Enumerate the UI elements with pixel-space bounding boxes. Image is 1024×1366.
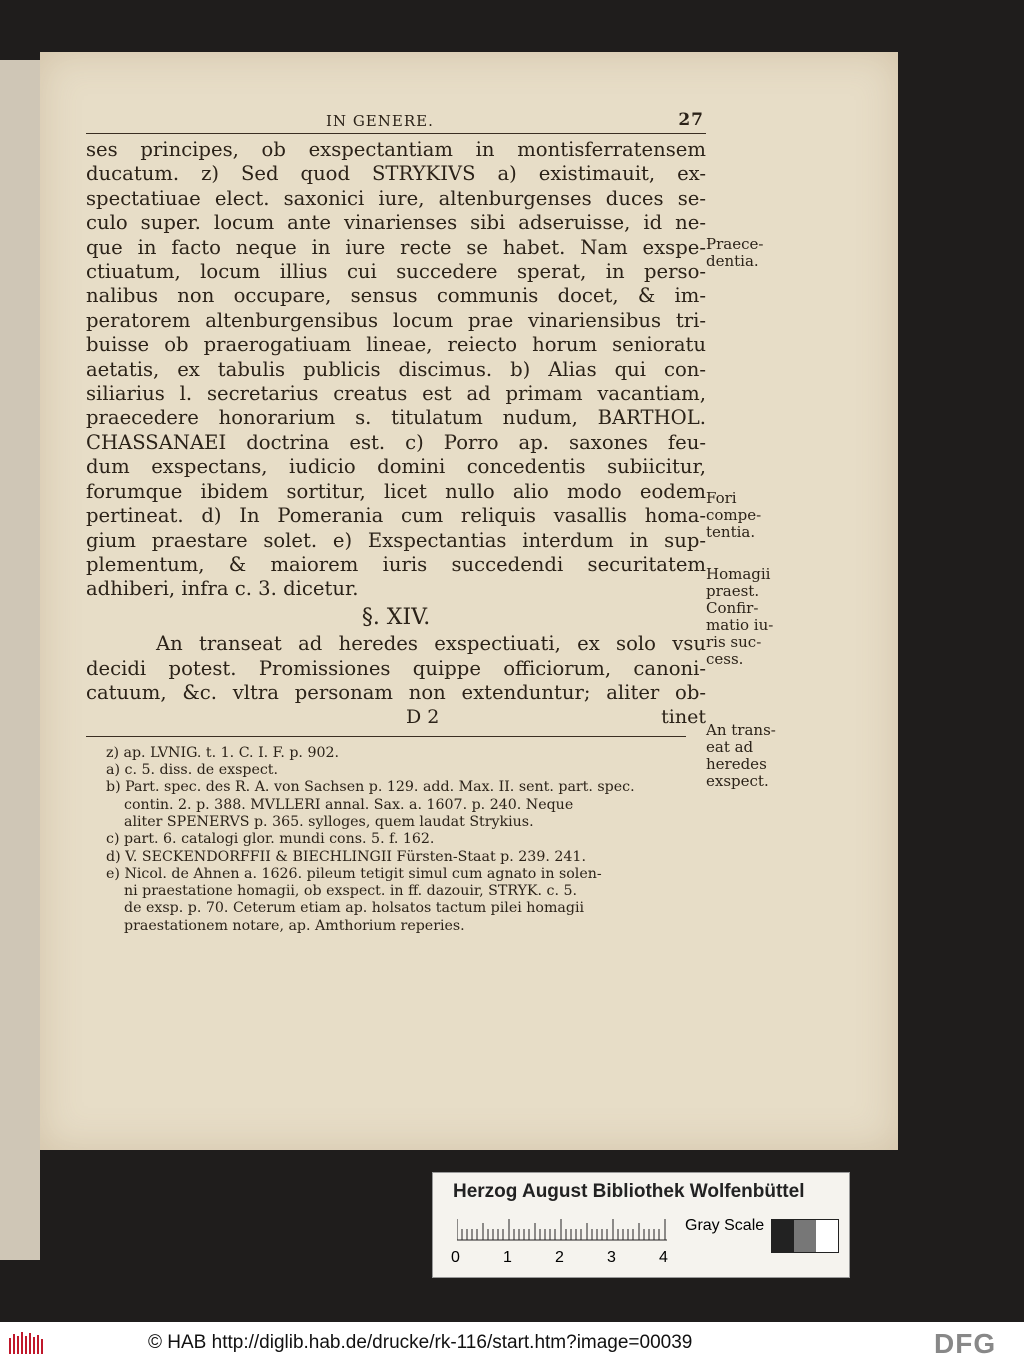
footnotes: [86, 745, 666, 935]
body-line: nalibus non occupare, sensus communis docet, & im-: [86, 284, 706, 308]
library-label: [432, 1172, 850, 1278]
body-line: CHASSANAEI doctrina est. c) Porro ap. saxones feu-: [86, 430, 706, 454]
ruler-icon: [457, 1219, 677, 1241]
footnote-line: de exsp. p. 70. Ceterum etiam ap. holsatos tactum pilei homagii: [124, 900, 585, 917]
body-line: spectatiuae elect. saxonici iure, altenburgenses duces se-: [86, 186, 706, 210]
section-line: An transeat ad heredes exspectiuati, ex solo vsu: [156, 632, 706, 656]
ruler-number: 3: [607, 1249, 616, 1266]
page-content: [86, 108, 706, 935]
footnote-line: aliter SPENERVS p. 365. sylloges, quem laudat Strykius.: [124, 813, 534, 830]
footnote-line: contin. 2. p. 388. MVLLERI annal. Sax. a. 1607. p. 240. Neque: [124, 796, 574, 813]
running-head-title: IN GENERE.: [326, 112, 434, 130]
gray-swatch-black: [772, 1220, 794, 1252]
footnote-line: d) V. SECKENDORFFII & BIECHLINGII Fürsten-Staat p. 239. 241.: [106, 848, 586, 865]
footnote-rule: [86, 736, 686, 737]
margin-note-transeat: An trans- eat ad heredes exspect.: [706, 721, 776, 790]
ruler-number: 0: [451, 1249, 460, 1266]
copyright-link[interactable]: © HAB http://diglib.hab.de/drucke/rk-116/start.htm?image=00039: [148, 1332, 693, 1353]
signature-line: [86, 705, 706, 729]
body-line: forumque ibidem sortitur, licet nullo alio modo eodem: [86, 479, 706, 503]
margin-note-fori: Fori compe- tentia.: [706, 489, 762, 541]
hab-logo-icon: [8, 1330, 44, 1358]
body-line: pertineat. d) In Pomerania cum reliquis vasallis homa-: [86, 504, 706, 528]
gray-swatch-mid: [794, 1220, 816, 1252]
body-line: que in facto neque in iure recte se habet. Nam exspe-: [86, 235, 706, 259]
body-line: adhiberi, infra c. 3. dicetur.: [86, 577, 359, 601]
body-line: culo super. locum ante vinarienses sibi adseruisse, id ne-: [86, 211, 706, 235]
gray-scale-swatch: [771, 1219, 839, 1253]
body-line: ctiuatum, locum illius cui succedere sperat, in perso-: [86, 260, 706, 284]
ruler-number: 4: [659, 1249, 668, 1266]
catchword: tinet: [661, 706, 706, 729]
body-line: dum exspectans, iudicio domini concedentis subiicitur,: [86, 455, 706, 479]
body-line: peratorem altenburgensibus locum prae vinariensibus tri-: [86, 308, 706, 332]
footnote-line: b) Part. spec. des R. A. von Sachsen p. 129. add. Max. II. sent. part. spec.: [106, 779, 635, 796]
body-line: plementum, & maiorem iuris succedendi securitatem: [86, 552, 706, 576]
footer-bar: [0, 1322, 1024, 1366]
ruler-number: 2: [555, 1249, 564, 1266]
gray-scale-label: Gray Scale: [685, 1217, 765, 1234]
footnote-line: praestationem notare, ap. Amthorium reperies.: [124, 917, 465, 934]
body-line: gium praestare solet. e) Exspectantias interdum in sup-: [86, 528, 706, 552]
margin-note-homagii: Homagii praest. Confir- matio iu- ris suc- cess.: [706, 565, 774, 668]
gray-swatch-white: [816, 1220, 838, 1252]
footnote-line: a) c. 5. diss. de exspect.: [106, 762, 279, 779]
section-title: §. XIV.: [361, 604, 431, 630]
section-line: decidi potest. Promissiones quippe officiorum, canoni-: [86, 656, 706, 680]
body-line: siliarius l. secretarius creatus est ad primam vacantiam,: [86, 382, 706, 406]
body-line: aetatis, ex tabulis publicis discimus. b) Alias qui con-: [86, 357, 706, 381]
dfg-logo: DFG: [934, 1328, 997, 1359]
body-line: ses principes, ob exspectantiam in montisferratensem: [86, 138, 706, 161]
margin-note-praecedentia: Praece- dentia.: [706, 235, 764, 270]
section-line: catuum, &c. vltra personam non extenduntur; aliter ob-: [86, 680, 706, 704]
page-number: 27: [678, 110, 704, 130]
footnote-line: c) part. 6. catalogi glor. mundi cons. 5. f. 162.: [106, 831, 435, 848]
running-head: [86, 108, 706, 134]
previous-page-edge: [0, 60, 40, 1260]
footnote-line: ni praestatione homagii, ob exspect. in ff. dazouir, STRYK. c. 5.: [124, 883, 578, 900]
body-line: ducatum. z) Sed quod STRYKIVS a) existimauit, ex-: [86, 162, 706, 186]
footnote-line: z) ap. LVNIG. t. 1. C. I. F. p. 902.: [106, 744, 340, 761]
ruler-number: 1: [503, 1249, 512, 1266]
footnote-line: e) Nicol. de Ahnen a. 1626. pileum tetigit simul cum agnato in solen-: [106, 865, 602, 882]
body-text: [86, 138, 706, 730]
signature-mark: D 2: [406, 706, 440, 729]
library-name: Herzog August Bibliothek Wolfenbüttel: [453, 1181, 805, 1202]
body-line: buisse ob praerogatiuam lineae, reiecto horum senioratu: [86, 333, 706, 357]
body-line: praecedere honorarium s. titulatum nudum, BARTHOL.: [86, 406, 706, 430]
